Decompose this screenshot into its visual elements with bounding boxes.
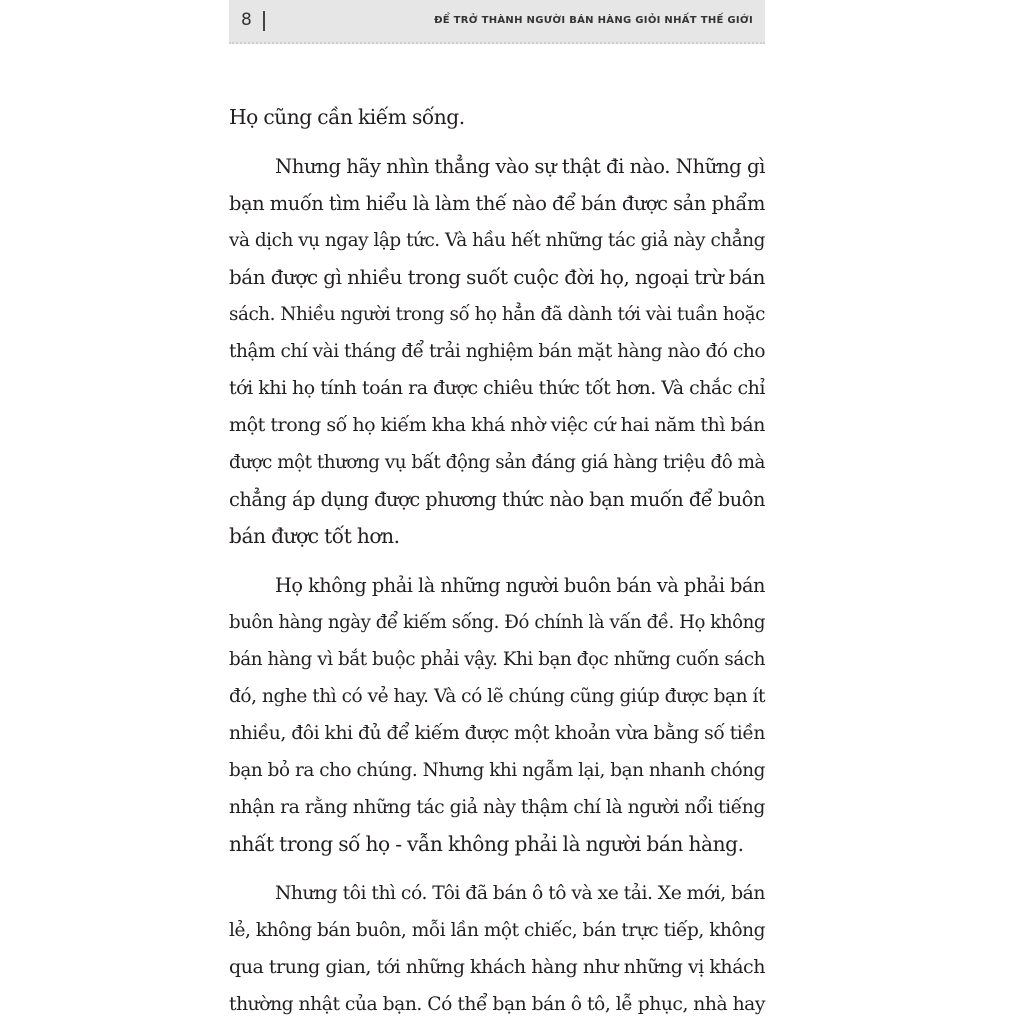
text-line: thường nhật của bạn. Có thể bạn bán ô tô, lễ phục, nhà hay: [229, 994, 765, 1015]
text-line: Họ không phải là những người buôn bán và phải bán: [275, 574, 765, 597]
book-title: ĐỂ TRỞ THÀNH NGƯỜI BÁN HÀNG GIỎI NHẤT THẾ GIỚI: [434, 15, 753, 26]
paragraph: [229, 99, 765, 136]
paragraph: [229, 148, 765, 555]
text-line: Họ cũng cần kiếm sống.: [229, 105, 465, 129]
paragraph: [229, 567, 765, 863]
text-line: Nhưng tôi thì có. Tôi đã bán ô tô và xe tải. Xe mới, bán: [275, 883, 765, 904]
text-line: một trong số họ kiếm kha khá nhờ việc cứ hai năm thì bán: [229, 414, 765, 436]
text-line: Nhưng hãy nhìn thẳng vào sự thật đi nào. Những gì: [275, 155, 765, 178]
text-line: được một thương vụ bất động sản đáng giá hàng triệu đô mà: [229, 452, 765, 473]
body-text: [229, 99, 765, 1024]
text-line: buôn hàng ngày để kiếm sống. Đó chính là vấn đề. Họ không: [229, 612, 765, 633]
text-line: thậm chí vài tháng để trải nghiệm bán mặt hàng nào đó cho: [229, 341, 765, 362]
text-line: nhận ra rằng những tác giả này thậm chí là người nổi tiếng: [229, 797, 765, 818]
text-line: chẳng áp dụng được phương thức nào bạn muốn để buôn: [229, 488, 765, 511]
text-line: bán được gì nhiều trong suốt cuộc đời họ, ngoại trừ bán: [229, 266, 765, 289]
text-line: sách. Nhiều người trong số họ hẳn đã dành tới vài tuần hoặc: [229, 304, 765, 325]
text-line: tới khi họ tính toán ra được chiêu thức tốt hơn. Và chắc chỉ: [229, 377, 765, 399]
text-line: và dịch vụ ngay lập tức. Và hầu hết những tác giả này chẳng: [229, 230, 765, 251]
text-line: đó, nghe thì có vẻ hay. Và có lẽ chúng cũng giúp được bạn ít: [229, 686, 765, 707]
text-line: bạn bỏ ra cho chúng. Nhưng khi ngẫm lại, bạn nhanh chóng: [229, 760, 765, 781]
running-header: [229, 0, 765, 44]
text-line: nhiều, đôi khi đủ để kiếm được một khoản vừa bằng số tiền: [229, 723, 765, 744]
text-line: qua trung gian, tới những khách hàng như những vị khách: [229, 956, 765, 978]
text-line: lẻ, không bán buôn, mỗi lần một chiếc, bán trực tiếp, không: [229, 920, 765, 941]
text-line: bán được tốt hơn.: [229, 524, 400, 548]
paragraph: [229, 875, 765, 1023]
page-number: 8: [241, 10, 253, 30]
header-divider: [263, 11, 265, 31]
text-line: bán hàng vì bắt buộc phải vậy. Khi bạn đọc những cuốn sách: [229, 649, 765, 670]
text-line: bạn muốn tìm hiểu là làm thế nào để bán được sản phẩm: [229, 192, 765, 215]
text-line: nhất trong số họ - vẫn không phải là người bán hàng.: [229, 832, 744, 856]
